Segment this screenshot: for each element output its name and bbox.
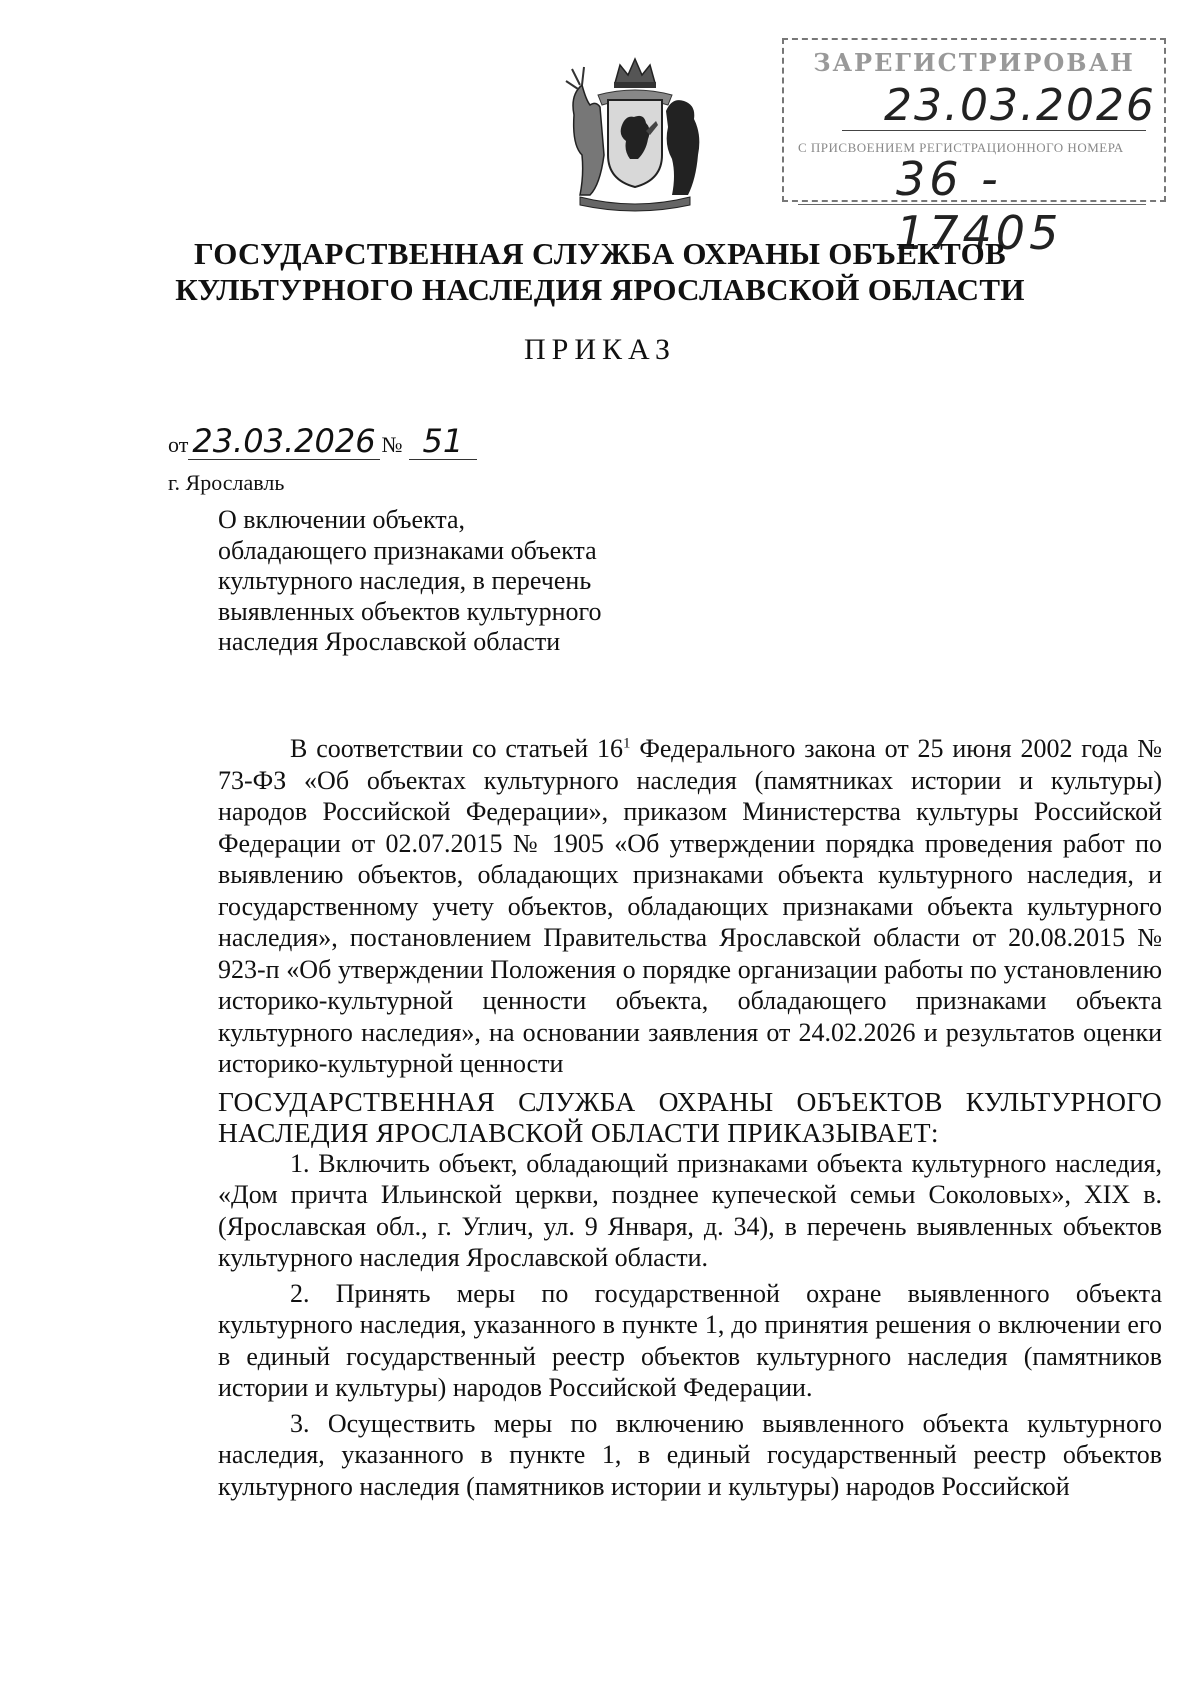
stamp-registration-number: 36 - 17405 [896, 152, 1063, 260]
order-date-number-row [168, 422, 477, 460]
preamble-text-b: Федерального закона от 25 июня 2002 года № 73-ФЗ «Об объектах культурного наследия (памятниках истории и культуры) народов Российской Федерации», приказом Министерства культуры Российской Федерации от 02.07.2015 № 1905 «Об утверждении порядка проведения работ по выявлению объектов, обладающих признаками объекта культурного наследия, и государственному учету объектов, обладающих признаками объекта культурного наследия», постановлением Правительства Ярославской области от 20.08.2015 № 923-п «Об утверждении Положения о порядке организации работы по установлению историко-культурной ценности объекта, обладающего признаками объекта культурного наследия», на основании заявления от 24.02.2026 и результатов оценки историко-культурной ценности [218, 734, 1163, 1078]
preamble-text-a: В соответствии со статьей 16 [290, 734, 623, 763]
organization-name-line-1: ГОСУДАРСТВЕННАЯ СЛУЖБА ОХРАНЫ ОБЪЕКТОВ [193, 236, 1007, 271]
subject-line: наследия Ярославской области [218, 627, 561, 656]
subject-line: культурного наследия, в перечень [218, 566, 592, 595]
article-superscript: 1 [622, 735, 631, 752]
preamble-paragraph [218, 733, 1162, 1080]
orders-heading: ГОСУДАРСТВЕННАЯ СЛУЖБА ОХРАНЫ ОБЪЕКТОВ КУЛЬТУРНОГО НАСЛЕДИЯ ЯРОСЛАВСКОЙ ОБЛАСТИ ПРИКАЗЫВАЕТ: [218, 1085, 1162, 1148]
subject-line: выявленных объектов культурного [218, 596, 602, 626]
stamp-divider [798, 204, 1146, 205]
order-item-2: 2. Принять меры по государственной охране выявленного объекта культурного наследия, указанного в пункте 1, до принятия решения о включении его в единый государственный реестр объектов культурного наследия (памятников истории и культуры) народов Российской Федерации. [218, 1278, 1162, 1402]
order-item-1: 1. Включить объект, обладающий признаками объекта культурного наследия, «Дом причта Ильинской церкви, позднее купеческой семьи Соколовых», XIX в. (Ярославская обл., г. Углич, ул. 9 Января, д. 34), в перечень выявленных объектов культурного наследия Ярославской области. [218, 1148, 1162, 1272]
order-body [218, 733, 1162, 1502]
order-subject [218, 505, 678, 658]
number-label: № [381, 432, 403, 457]
coat-of-arms-emblem [560, 55, 710, 215]
stamp-divider [842, 130, 1146, 131]
subject-line: обладающего признаками объекта [218, 535, 597, 565]
document-type-title: ПРИКАЗ [524, 333, 676, 366]
stamp-subtitle: С ПРИСВОЕНИЕМ РЕГИСТРАЦИОННОГО НОМЕРА [798, 140, 1124, 155]
stamp-title: ЗАРЕГИСТРИРОВАН [813, 48, 1135, 77]
city: г. Ярославль [168, 470, 285, 495]
from-label: от [168, 432, 189, 457]
order-item-3: 3. Осуществить меры по включению выявленного объекта культурного наследия, указанного в пункте 1, в единый государственный реестр объектов культурного наследия (памятников истории и культуры) народов Российской [218, 1408, 1162, 1501]
subject-line: О включении объекта, [218, 505, 466, 534]
registration-stamp [782, 38, 1166, 260]
order-date: 23.03.2026 [188, 425, 379, 460]
stamp-registration-date: 23.03.2026 [884, 80, 1156, 131]
order-number: 51 [409, 425, 478, 460]
organization-name-line-2: КУЛЬТУРНОГО НАСЛЕДИЯ ЯРОСЛАВСКОЙ ОБЛАСТИ [175, 272, 1025, 307]
